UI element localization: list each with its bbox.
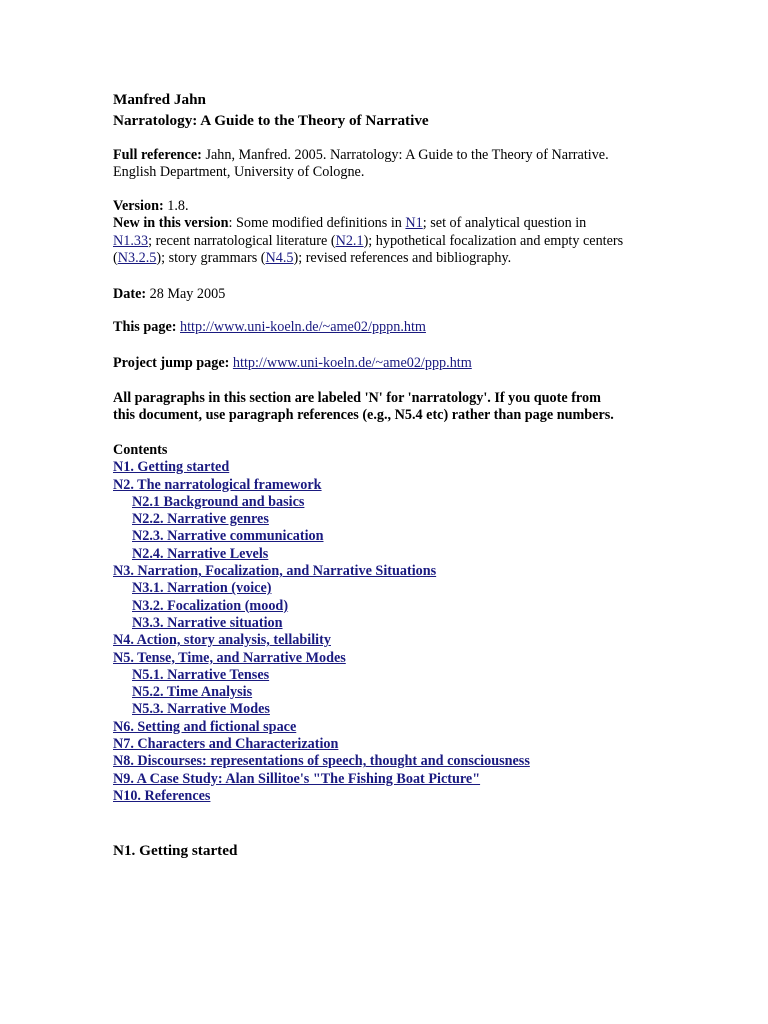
toc-item-n10[interactable]: N10. References xyxy=(113,787,211,804)
version-label: Version: xyxy=(113,198,164,214)
notice-line-1: All paragraphs in this section are labeled 'N' for 'narratology'. If you quote from xyxy=(113,390,601,406)
toc-item-n2-2[interactable]: N2.2. Narrative genres xyxy=(132,511,269,528)
toc-item-n2-4[interactable]: N2.4. Narrative Levels xyxy=(132,545,269,562)
full-reference-text-1: Jahn, Manfred. 2005. Narratology: A Guide to the Theory of Narrative. xyxy=(201,147,609,163)
toc-item-n2[interactable]: N2. The narratological framework xyxy=(113,476,322,493)
full-reference-text-2: English Department, University of Cologne. xyxy=(113,164,365,181)
toc-item-n3-1[interactable]: N3.1. Narration (voice) xyxy=(132,580,272,597)
author-name: Manfred Jahn xyxy=(113,91,206,108)
this-page-link[interactable]: http://www.uni-koeln.de/~ame02/pppn.htm xyxy=(180,319,426,335)
citation-notice xyxy=(113,390,713,425)
link-n1-33[interactable]: N1.33 xyxy=(113,232,149,249)
toc-item-n7[interactable]: N7. Characters and Characterization xyxy=(113,736,339,753)
toc-item-n2-3[interactable]: N2.3. Narrative communication xyxy=(132,528,324,545)
toc-item-n5-2[interactable]: N5.2. Time Analysis xyxy=(132,684,253,701)
link-n4-5[interactable]: N4.5 xyxy=(265,250,294,267)
toc-item-n3-2[interactable]: N3.2. Focalization (mood) xyxy=(132,597,289,614)
toc-item-n8[interactable]: N8. Discourses: representations of speech, thought and consciousness xyxy=(113,753,530,770)
new-in-version-text: ; recent narratological literature ( xyxy=(148,232,336,249)
toc-item-n5[interactable]: N5. Tense, Time, and Narrative Modes xyxy=(113,649,346,666)
toc-item-n4[interactable]: N4. Action, story analysis, tellability xyxy=(113,632,331,649)
new-in-version-text: ); revised references and bibliography. xyxy=(293,250,512,267)
document-title: Narratology: A Guide to the Theory of Narrative xyxy=(113,112,429,129)
toc-item-n5-3[interactable]: N5.3. Narrative Modes xyxy=(132,701,270,718)
project-jump-line xyxy=(113,355,673,372)
new-in-version-text: ); hypothetical focalization and empty centers xyxy=(363,232,624,249)
date-line xyxy=(113,286,673,303)
toc-item-n1[interactable]: N1. Getting started xyxy=(113,459,230,476)
project-jump-link[interactable]: http://www.uni-koeln.de/~ame02/ppp.htm xyxy=(232,355,472,371)
link-n2-1[interactable]: N2.1 xyxy=(335,232,364,249)
this-page-label: This page: xyxy=(113,319,177,335)
new-in-version-text: : Some modified definitions in xyxy=(228,215,406,232)
project-jump-label: Project jump page: xyxy=(113,355,230,371)
toc-item-n5-1[interactable]: N5.1. Narrative Tenses xyxy=(132,666,270,683)
toc-item-n6[interactable]: N6. Setting and fictional space xyxy=(113,718,297,735)
notice-line-2: this document, use paragraph references (e.g., N5.4 etc) rather than page numbers. xyxy=(113,407,614,424)
contents-heading: Contents xyxy=(113,442,168,458)
section-heading: N1. Getting started xyxy=(113,842,238,859)
toc-item-n3[interactable]: N3. Narration, Focalization, and Narrative Situations xyxy=(113,563,437,580)
toc-item-n9[interactable]: N9. A Case Study: Alan Sillitoe's "The Fishing Boat Picture" xyxy=(113,770,481,787)
full-reference xyxy=(113,147,673,182)
link-n3-2-5[interactable]: N3.2.5 xyxy=(117,250,157,267)
full-reference-label: Full reference: xyxy=(113,147,202,163)
version-value: 1.8. xyxy=(163,198,189,214)
table-of-contents xyxy=(113,442,713,805)
link-n1[interactable]: N1 xyxy=(405,215,423,232)
new-in-version-text: ( xyxy=(113,250,118,267)
this-page-line xyxy=(113,319,673,336)
new-in-version-text: ); story grammars ( xyxy=(156,250,266,267)
toc-item-n3-3[interactable]: N3.3. Narrative situation xyxy=(132,614,283,631)
date-label: Date: xyxy=(113,286,147,302)
new-in-version-text: ; set of analytical question in xyxy=(422,215,587,232)
toc-item-n2-1[interactable]: N2.1 Background and basics xyxy=(132,493,305,510)
new-in-version-label: New in this version xyxy=(113,215,229,232)
header-block xyxy=(113,89,673,131)
date-value: 28 May 2005 xyxy=(146,286,226,302)
version-block xyxy=(113,198,673,268)
